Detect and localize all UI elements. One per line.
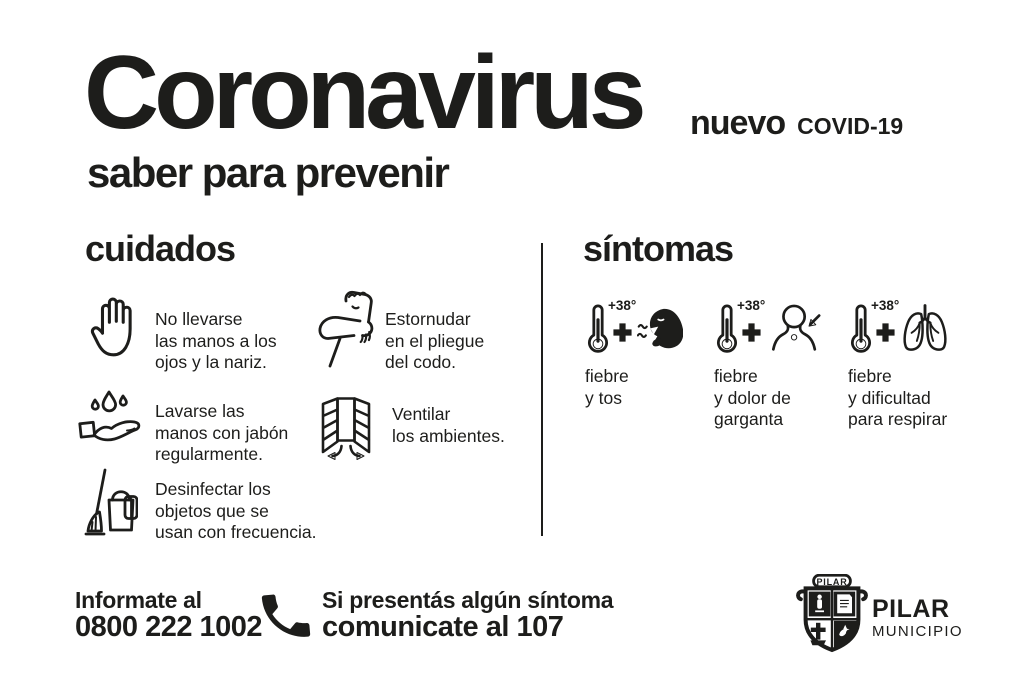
- care-item-text: [155, 390, 288, 466]
- raised-hand-icon: [90, 292, 138, 362]
- care-item-sneeze: [316, 288, 484, 374]
- hand-wash-icon: [78, 390, 144, 448]
- symptom-line: fiebre: [848, 366, 892, 386]
- care-item-disinfect: [84, 468, 317, 544]
- sintomas-heading: síntomas: [583, 228, 734, 269]
- temperature-label: +38°: [608, 298, 637, 313]
- care-line: No llevarse: [155, 309, 243, 329]
- symptom-line: y dolor de: [714, 387, 791, 408]
- care-line: las manos a los: [155, 330, 277, 351]
- symptom-call-label: Si presentás algún síntoma: [322, 587, 614, 613]
- care-item-text: [392, 395, 505, 447]
- symptom-text: [848, 366, 947, 431]
- care-item-text: [155, 468, 317, 544]
- care-line: objetos que se: [155, 500, 269, 521]
- cuidados-heading: cuidados: [85, 228, 236, 269]
- care-line: en el pliegue: [385, 330, 485, 351]
- temperature-label: +38°: [871, 298, 900, 313]
- care-item-wash-hands: [78, 390, 288, 466]
- symptom-line: fiebre: [585, 366, 629, 386]
- phone-icon: [253, 583, 318, 648]
- info-label: Informate al: [75, 587, 202, 613]
- plus-icon: [741, 322, 762, 343]
- symptom-line: y dificultad: [848, 387, 931, 408]
- care-line: manos con jabón: [155, 422, 289, 443]
- header-tagline: saber para prevenir: [87, 149, 449, 196]
- temperature-label: +38°: [737, 298, 766, 313]
- page-title: Coronavirus: [84, 35, 642, 151]
- info-block: [75, 588, 262, 642]
- logo-subname: MUNICIPIO: [872, 623, 963, 640]
- sore-throat-icon: [770, 304, 822, 358]
- symptom-call-action: comunicate al 107: [322, 611, 564, 643]
- cough-icon: [637, 306, 683, 356]
- care-line: usan con frecuencia.: [155, 522, 317, 542]
- plus-icon: [612, 322, 633, 343]
- logo-banner-text: PILAR: [816, 577, 848, 587]
- symptom-line: fiebre: [714, 366, 758, 386]
- symptom-line: garganta: [714, 409, 784, 429]
- care-item-text: [385, 288, 484, 374]
- badge-nuevo: nuevo: [690, 104, 786, 142]
- care-line: ojos y la nariz.: [155, 352, 267, 372]
- symptom-line: y tos: [585, 387, 622, 408]
- care-line: regularmente.: [155, 444, 263, 464]
- symptom-text: [585, 366, 629, 409]
- care-line: Estornudar: [385, 309, 471, 329]
- info-number: 0800 222 1002: [75, 611, 263, 643]
- symptom-text: [714, 366, 791, 431]
- cleaning-icon: [84, 468, 138, 538]
- section-divider: [541, 243, 543, 536]
- plus-icon: [875, 322, 896, 343]
- care-line: Desinfectar los: [155, 479, 271, 499]
- care-line: Ventilar: [392, 404, 451, 424]
- lungs-icon: [902, 304, 948, 354]
- symptom-fever-throat: [714, 298, 844, 478]
- care-line: del codo.: [385, 352, 457, 372]
- badge-covid19: COVID-19: [797, 113, 904, 139]
- header-badge: [690, 104, 903, 143]
- care-item-hands-face: [90, 292, 277, 374]
- symptom-fever-cough: [585, 298, 715, 478]
- care-item-ventilate: [318, 395, 505, 461]
- logo-name: PILAR: [872, 595, 950, 623]
- symptom-fever-breathing: [848, 298, 978, 478]
- symptom-line: para respirar: [848, 409, 948, 429]
- pilar-shield-logo: [792, 574, 872, 666]
- sneeze-elbow-icon: [316, 288, 376, 372]
- care-line: los ambientes.: [392, 425, 505, 446]
- care-line: Lavarse las: [155, 401, 245, 421]
- symptom-call-block: [322, 588, 613, 642]
- care-item-text: [155, 292, 277, 374]
- open-window-icon: [318, 395, 374, 461]
